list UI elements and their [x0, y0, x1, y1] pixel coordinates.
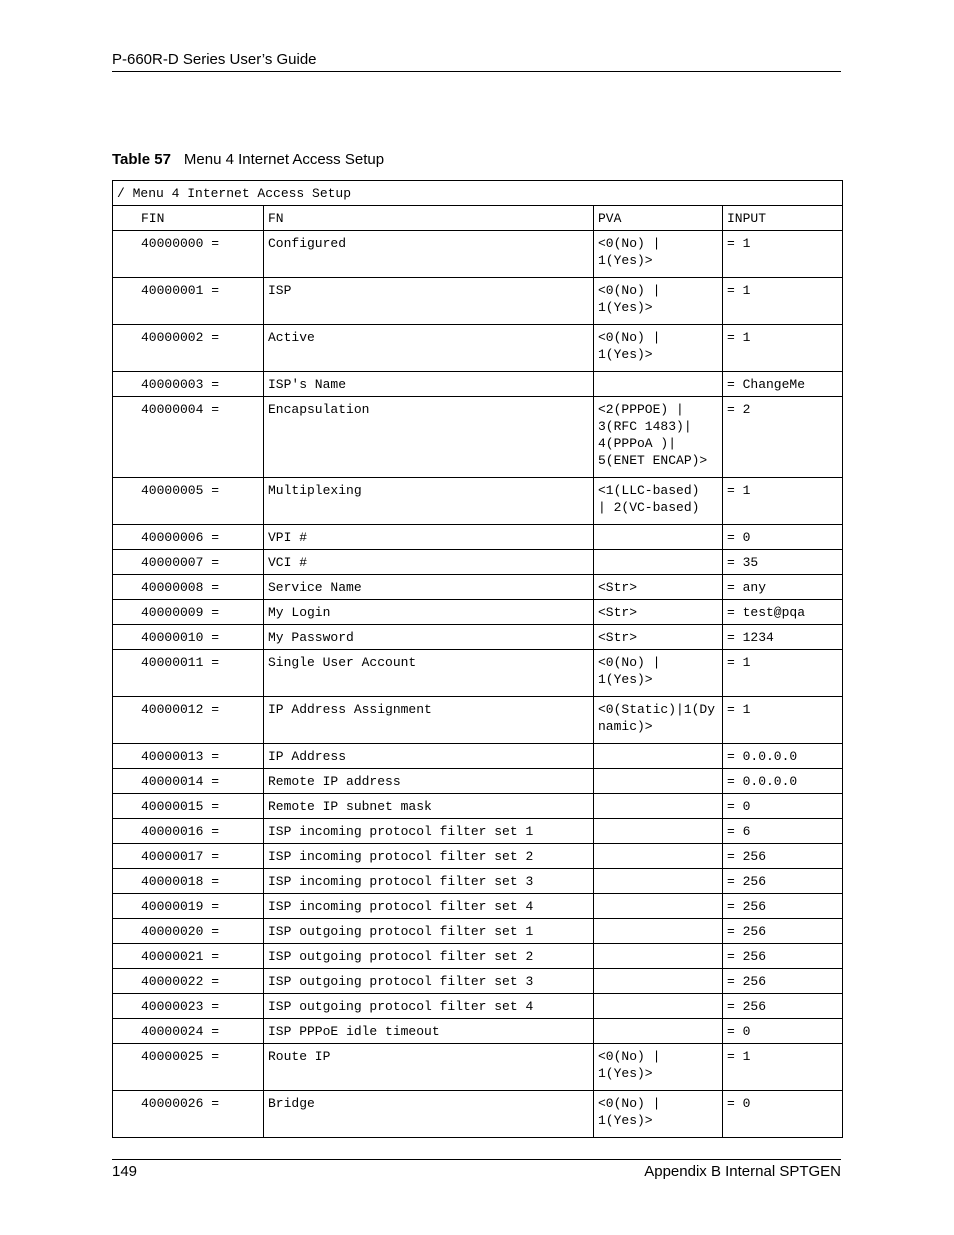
- cell-fin: 40000026 =: [113, 1091, 264, 1138]
- footer-section: Appendix B Internal SPTGEN: [644, 1163, 841, 1180]
- cell-pva: [594, 744, 723, 769]
- table-row: [113, 869, 843, 894]
- cell-fin: 40000019 =: [113, 894, 264, 919]
- table-row: [113, 794, 843, 819]
- cell-fin: 40000024 =: [113, 1019, 264, 1044]
- cell-fn: ISP outgoing protocol filter set 2: [264, 944, 594, 969]
- table-row: [113, 744, 843, 769]
- cell-pva: [594, 994, 723, 1019]
- cell-fn: Service Name: [264, 575, 594, 600]
- cell-fn: Remote IP address: [264, 769, 594, 794]
- cell-pva: <Str>: [594, 625, 723, 650]
- table-row: [113, 844, 843, 869]
- cell-pva: <0(No) | 1(Yes)>: [594, 325, 723, 372]
- table-row: [113, 819, 843, 844]
- cell-pva: [594, 969, 723, 994]
- cell-input: = 1: [723, 697, 843, 744]
- table-row: [113, 397, 843, 478]
- cell-input: = 1: [723, 650, 843, 697]
- running-footer: [112, 1159, 841, 1180]
- cell-fin: 40000021 =: [113, 944, 264, 969]
- column-header-pva: PVA: [594, 206, 723, 231]
- cell-input: = 256: [723, 844, 843, 869]
- cell-fin: 40000014 =: [113, 769, 264, 794]
- table-row: [113, 600, 843, 625]
- cell-input: = 256: [723, 994, 843, 1019]
- cell-pva: <2(PPPOE) | 3(RFC 1483)| 4(PPPoA )| 5(ENET ENCAP)>: [594, 397, 723, 478]
- cell-pva: [594, 869, 723, 894]
- cell-fn: My Login: [264, 600, 594, 625]
- cell-fin: 40000003 =: [113, 372, 264, 397]
- cell-pva: <1(LLC-based) | 2(VC-based): [594, 478, 723, 525]
- table-row: [113, 372, 843, 397]
- cell-fn: Multiplexing: [264, 478, 594, 525]
- cell-fn: ISP outgoing protocol filter set 4: [264, 994, 594, 1019]
- table-row: [113, 1044, 843, 1091]
- cell-pva: [594, 819, 723, 844]
- cell-fin: 40000013 =: [113, 744, 264, 769]
- cell-fin: 40000001 =: [113, 278, 264, 325]
- cell-input: = 6: [723, 819, 843, 844]
- cell-input: = any: [723, 575, 843, 600]
- column-header-fn: FN: [264, 206, 594, 231]
- cell-input: = 1: [723, 278, 843, 325]
- table-body: [113, 181, 843, 1138]
- cell-fn: VPI #: [264, 525, 594, 550]
- cell-fin: 40000011 =: [113, 650, 264, 697]
- column-header-input: INPUT: [723, 206, 843, 231]
- cell-fn: My Password: [264, 625, 594, 650]
- cell-fn: Active: [264, 325, 594, 372]
- table-row: [113, 478, 843, 525]
- cell-fin: 40000018 =: [113, 869, 264, 894]
- cell-fin: 40000023 =: [113, 994, 264, 1019]
- table-row: [113, 650, 843, 697]
- cell-pva: [594, 794, 723, 819]
- cell-input: = ChangeMe: [723, 372, 843, 397]
- table-row: [113, 278, 843, 325]
- cell-fn: ISP incoming protocol filter set 2: [264, 844, 594, 869]
- table-row: [113, 325, 843, 372]
- cell-fin: 40000012 =: [113, 697, 264, 744]
- cell-fn: ISP: [264, 278, 594, 325]
- cell-input: = 256: [723, 944, 843, 969]
- table-row: [113, 231, 843, 278]
- running-header: [112, 50, 841, 72]
- cell-fn: ISP incoming protocol filter set 4: [264, 894, 594, 919]
- table-row: [113, 894, 843, 919]
- cell-input: = 2: [723, 397, 843, 478]
- table-title: / Menu 4 Internet Access Setup: [113, 181, 843, 206]
- cell-pva: <0(No) | 1(Yes)>: [594, 650, 723, 697]
- cell-fn: Encapsulation: [264, 397, 594, 478]
- cell-fn: Configured: [264, 231, 594, 278]
- cell-fn: IP Address Assignment: [264, 697, 594, 744]
- cell-input: = 256: [723, 919, 843, 944]
- table-caption: [112, 150, 384, 170]
- cell-input: = 1: [723, 325, 843, 372]
- table-row: [113, 525, 843, 550]
- cell-input: = 1234: [723, 625, 843, 650]
- cell-fn: Route IP: [264, 1044, 594, 1091]
- cell-pva: <0(No) | 1(Yes)>: [594, 278, 723, 325]
- cell-fn: ISP's Name: [264, 372, 594, 397]
- cell-fn: ISP incoming protocol filter set 1: [264, 819, 594, 844]
- table-row: [113, 1091, 843, 1138]
- table-row: [113, 769, 843, 794]
- cell-pva: <0(Static)|1(Dynamic)>: [594, 697, 723, 744]
- cell-fin: 40000022 =: [113, 969, 264, 994]
- cell-fin: 40000009 =: [113, 600, 264, 625]
- table-row: [113, 575, 843, 600]
- table-row: [113, 944, 843, 969]
- cell-pva: [594, 844, 723, 869]
- cell-fin: 40000002 =: [113, 325, 264, 372]
- cell-pva: <Str>: [594, 600, 723, 625]
- cell-input: = 1: [723, 1044, 843, 1091]
- cell-input: = 0: [723, 1091, 843, 1138]
- table-caption-text: Menu 4 Internet Access Setup: [183, 151, 385, 168]
- page-number: 149: [112, 1163, 138, 1180]
- cell-pva: [594, 944, 723, 969]
- table-title-row: [113, 181, 843, 206]
- cell-fn: ISP PPPoE idle timeout: [264, 1019, 594, 1044]
- cell-fn: ISP outgoing protocol filter set 1: [264, 919, 594, 944]
- table-row: [113, 919, 843, 944]
- cell-pva: [594, 769, 723, 794]
- cell-pva: <0(No) | 1(Yes)>: [594, 1044, 723, 1091]
- cell-fin: 40000016 =: [113, 819, 264, 844]
- guide-title: P-660R-D Series User’s Guide: [112, 51, 317, 68]
- cell-pva: [594, 525, 723, 550]
- cell-pva: <0(No) | 1(Yes)>: [594, 231, 723, 278]
- cell-fin: 40000000 =: [113, 231, 264, 278]
- cell-fin: 40000005 =: [113, 478, 264, 525]
- cell-pva: [594, 919, 723, 944]
- cell-fn: Single User Account: [264, 650, 594, 697]
- cell-input: = 35: [723, 550, 843, 575]
- cell-input: = 0: [723, 525, 843, 550]
- cell-fin: 40000020 =: [113, 919, 264, 944]
- table-row: [113, 969, 843, 994]
- table-row: [113, 697, 843, 744]
- menu-4-table: [112, 180, 843, 1138]
- cell-pva: <Str>: [594, 575, 723, 600]
- cell-fn: VCI #: [264, 550, 594, 575]
- cell-pva: [594, 894, 723, 919]
- cell-pva: [594, 550, 723, 575]
- cell-fn: ISP outgoing protocol filter set 3: [264, 969, 594, 994]
- table-caption-label: Table 57: [112, 151, 171, 168]
- cell-fin: 40000015 =: [113, 794, 264, 819]
- cell-input: = 0.0.0.0: [723, 769, 843, 794]
- table-row: [113, 1019, 843, 1044]
- table-row: [113, 550, 843, 575]
- table-row: [113, 625, 843, 650]
- cell-pva: [594, 1019, 723, 1044]
- cell-input: = 0: [723, 1019, 843, 1044]
- cell-fin: 40000006 =: [113, 525, 264, 550]
- table-row: [113, 994, 843, 1019]
- cell-fin: 40000008 =: [113, 575, 264, 600]
- cell-input: = 0: [723, 794, 843, 819]
- cell-fn: IP Address: [264, 744, 594, 769]
- table-header-row: [113, 206, 843, 231]
- cell-input: = 0.0.0.0: [723, 744, 843, 769]
- cell-fn: Remote IP subnet mask: [264, 794, 594, 819]
- cell-input: = 256: [723, 969, 843, 994]
- cell-pva: [594, 372, 723, 397]
- cell-fn: ISP incoming protocol filter set 3: [264, 869, 594, 894]
- cell-input: = 256: [723, 869, 843, 894]
- cell-fin: 40000025 =: [113, 1044, 264, 1091]
- cell-fin: 40000004 =: [113, 397, 264, 478]
- column-header-fin: FIN: [113, 206, 264, 231]
- cell-input: = 1: [723, 231, 843, 278]
- cell-pva: <0(No) | 1(Yes)>: [594, 1091, 723, 1138]
- cell-fin: 40000007 =: [113, 550, 264, 575]
- cell-input: = 1: [723, 478, 843, 525]
- cell-fn: Bridge: [264, 1091, 594, 1138]
- cell-fin: 40000017 =: [113, 844, 264, 869]
- cell-input: = 256: [723, 894, 843, 919]
- cell-input: = test@pqa: [723, 600, 843, 625]
- cell-fin: 40000010 =: [113, 625, 264, 650]
